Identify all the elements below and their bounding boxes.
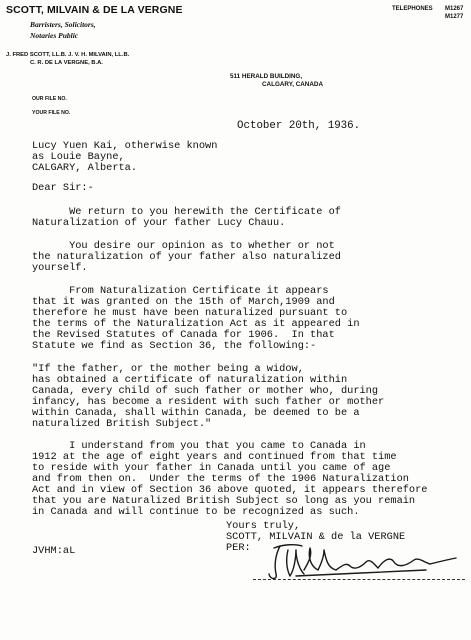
paragraph-line: and from then on. Under the terms of the 1906 Naturalization [32,473,409,485]
letterhead-telephones-label: TELEPHONES [392,6,433,12]
paragraph-line: 1912 at the age of eight years and continued from that time [32,451,397,463]
quoted-statute [32,364,384,430]
signature-line [253,579,465,580]
letterhead-telephone-2: M1277 [445,14,464,20]
recipient-line-2: as Louie Bayne, [32,151,125,163]
letterhead-role-barristers: Barristers, Solicitors, [30,20,96,29]
paragraph-line: infancy, has become a resident with such father or mother [32,396,385,408]
paragraph-line: the naturalization of your father also naturalized [32,251,341,263]
your-file-label: YOUR FILE NO. [32,110,71,116]
paragraph-line: From Naturalization Certificate it appears [32,285,329,297]
letterhead-firm-name: SCOTT, MILVAIN & DE LA VERGNE [6,4,183,16]
letter-date: October 20th, 1936. [237,120,361,132]
paragraph-line: I understand from you that you came to Canada in [32,440,366,452]
recipient-line-1: Lucy Yuen Kai, otherwise known [32,140,218,152]
paragraph-line: has obtained a certificate of naturalization within [32,374,348,386]
paragraph-line: Statute we find as Section 36, the following:- [32,340,317,352]
paragraph-line: "If the father, or the mother being a widow, [32,363,304,375]
paragraph-line: in Canada and will continue to be recognized as such. [32,506,360,518]
recipient-line-3: CALGARY, Alberta. [32,162,138,174]
paragraph-line: We return to you herewith the Certificate of [32,206,341,218]
our-file-label: OUR FILE NO. [32,96,67,102]
closing-line: Yours truly, [226,520,301,532]
letterhead-telephone-1: M1267 [445,6,464,12]
paragraph-line: You desire our opinion as to whether or not [32,240,335,252]
salutation: Dear Sir:- [32,182,94,194]
paragraph-line: within Canada, shall within Canada, be deemed to be a [32,407,360,419]
paragraph-line: Canada, every child of such father or mother who, during [32,385,379,397]
paragraph-line: to reside with your father in Canada until you came of age [32,462,391,474]
paragraph-line: Act and in view of Section 36 above quoted, it appears therefore [32,484,428,496]
paragraph-line: yourself. [32,262,88,274]
paragraph-3 [32,286,360,352]
paragraph-1 [32,207,341,229]
letterhead-address-line-2: CALGARY, CANADA [262,81,323,88]
paragraph-line: therefore he must have been naturalized pursuant to [32,307,348,319]
closing-line: SCOTT, MILVAIN & de la VERGNE [226,531,406,543]
paragraph-line: the Revised Statutes of Canada for 1906. In that [32,329,335,341]
letterhead-partners-line-2: C. R. DE LA VERGNE, B.A. [30,60,103,66]
paragraph-5 [32,441,427,518]
paragraph-line: the terms of the Naturalization Act as it appeared in [32,318,360,330]
closing-line: PER: [226,542,251,554]
handwritten-signature [266,540,466,582]
letterhead-partners-line-1: J. FRED SCOTT, LL.B. J. V. H. MILVAIN, LL.B. [6,52,130,58]
paragraph-2 [32,241,341,274]
letterhead-role-notaries: Notaries Public [30,31,79,40]
letterhead-address-line-1: 511 HERALD BUILDING, [230,73,303,80]
paragraph-line: Naturalization of your father Lucy Chauu. [32,217,286,229]
paragraph-line: that you are Naturalized British Subject so long as you remain [32,495,416,507]
typist-initials: JVHM:aL [32,545,76,557]
paragraph-line: that it was granted on the 15th of March,1909 and [32,296,335,308]
paragraph-line: naturalized British Subject." [32,418,212,430]
